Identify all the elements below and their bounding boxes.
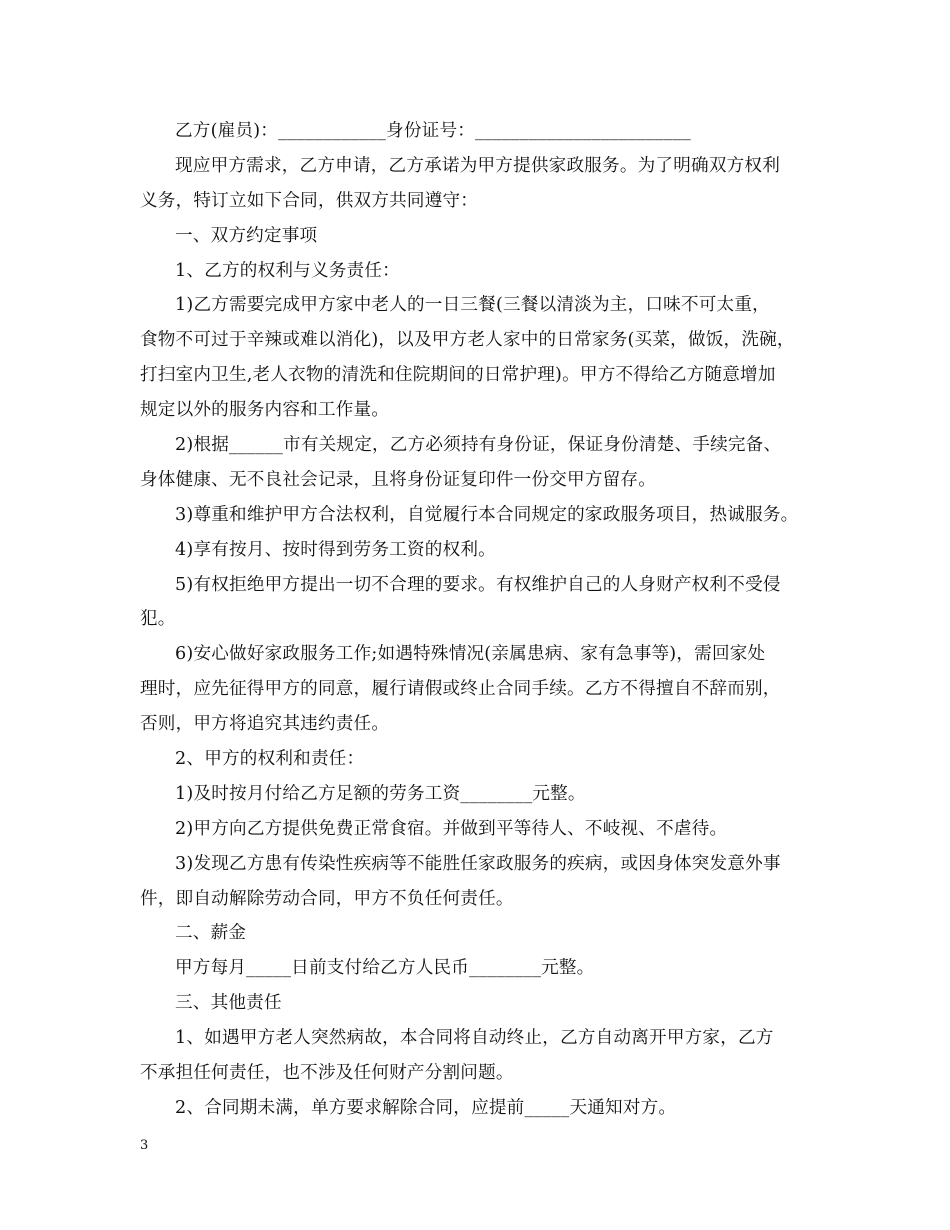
paragraph-line: 1、如遇甲方老人突然病故，本合同将自动终止，乙方自动离开甲方家，乙方 bbox=[175, 1028, 774, 1049]
party-b-info-line: 乙方(雇员)：____________身份证号：________________________ bbox=[175, 121, 691, 141]
paragraph-line: 身体健康、无不良社会记录，且将身份证复印件一份交甲方留存。 bbox=[140, 469, 657, 490]
paragraph-line: 甲方每月_____日前支付给乙方人民币________元整。 bbox=[175, 958, 595, 979]
paragraph-line: 6)安心做好家政服务工作;如遇特殊情况(亲属患病、家有急事等)，需回家处 bbox=[175, 644, 766, 665]
paragraph-line: 5)有权拒绝甲方提出一切不合理的要求。有权维护自己的人身财产权利不受侵 bbox=[175, 574, 781, 595]
section-heading: 二、薪金 bbox=[175, 923, 247, 944]
paragraph-line: 1)及时按月付给乙方足额的劳务工资________元整。 bbox=[175, 783, 586, 804]
section-heading: 三、其他责任 bbox=[175, 993, 282, 1014]
paragraph-line: 1)乙方需要完成甲方家中老人的一日三餐(三餐以清淡为主，口味不可太重， bbox=[175, 295, 770, 316]
section-heading: 一、双方约定事项 bbox=[175, 225, 318, 246]
paragraph-line: 食物不可过于辛辣或难以消化)，以及甲方老人家中的日常家务(买菜，做饭，洗碗， bbox=[140, 330, 795, 351]
paragraph-line: 2、合同期未满，单方要求解除合同，应提前_____天通知对方。 bbox=[175, 1097, 677, 1118]
paragraph-line: 理时，应先征得甲方的同意，履行请假或终止合同手续。乙方不得擅自不辞而别， bbox=[140, 679, 781, 700]
paragraph-line: 义务，特订立如下合同，供双方共同遵守： bbox=[140, 190, 479, 211]
paragraph-line: 4)享有按月、按时得到劳务工资的权利。 bbox=[175, 539, 496, 560]
subsection-heading: 2、甲方的权利和责任： bbox=[175, 749, 365, 770]
paragraph-line: 现应甲方需求，乙方申请，乙方承诺为甲方提供家政服务。为了明确双方权利 bbox=[175, 155, 780, 176]
paragraph-line: 3)发现乙方患有传染性疾病等不能胜任家政服务的疾病，或因身体突发意外事 bbox=[175, 853, 781, 874]
paragraph-line: 件，即自动解除劳动合同，甲方不负任何责任。 bbox=[140, 888, 514, 909]
paragraph-line: 2)甲方向乙方提供免费正常食宿。并做到平等待人、不岐视、不虐待。 bbox=[175, 818, 728, 839]
paragraph-line: 犯。 bbox=[140, 609, 176, 630]
paragraph-line: 打扫室内卫生,老人衣物的清洗和住院期间的日常护理)。甲方不得给乙方随意增加 bbox=[140, 365, 776, 386]
paragraph-line: 2)根据______市有关规定，乙方必须持有身份证，保证身份清楚、手续完备、 bbox=[175, 435, 782, 456]
subsection-heading: 1、乙方的权利与义务责任： bbox=[175, 260, 400, 281]
paragraph-line: 3)尊重和维护甲方合法权利，自觉履行本合同规定的家政服务项目，热诚服务。 bbox=[175, 504, 799, 525]
page-number: 3 bbox=[140, 1138, 149, 1153]
document-body bbox=[140, 114, 820, 1126]
paragraph-line: 否则，甲方将追究其违约责任。 bbox=[140, 714, 390, 735]
paragraph-line: 规定以外的服务内容和工作量。 bbox=[140, 400, 390, 421]
paragraph-line: 不承担任何责任，也不涉及任何财产分割问题。 bbox=[140, 1063, 514, 1084]
